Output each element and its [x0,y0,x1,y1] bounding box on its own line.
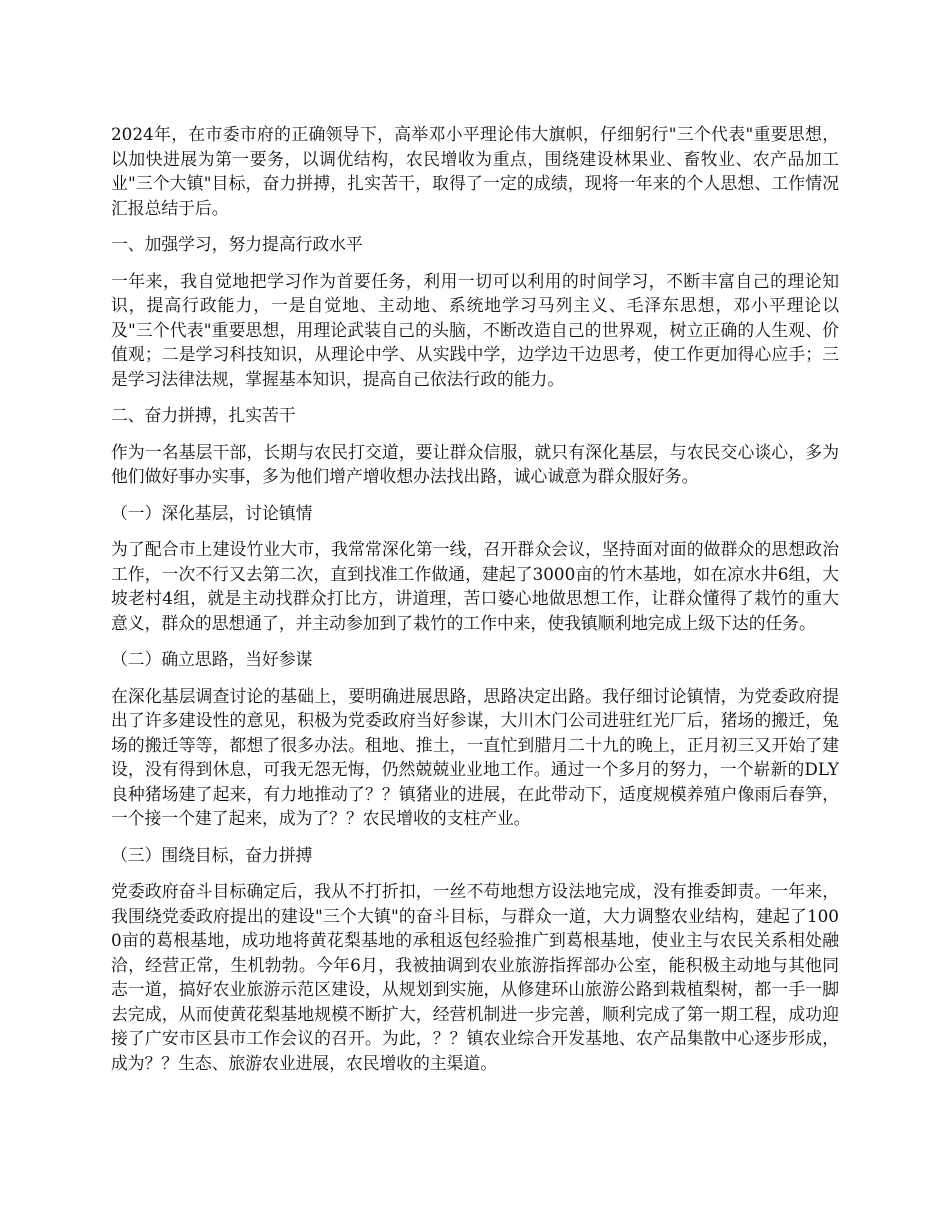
effort-paragraph: 作为一名基层干部，长期与农民打交道，要让群众信服，就只有深化基层，与农民交心谈心，多为他们做好事办实事，多为他们增产增收想办法找出路，诚心诚意为群众服好务。 [111,441,839,486]
document-page [111,122,839,1087]
intro-paragraph: 2024年，在市委市府的正确领导下，高举邓小平理论伟大旗帜，仔细躬行"三个代表"重要思想，以加快进展为第一要务，以调优结构，农民增收为重点，围绕建设林果业、畜牧业、农产品加工业"三个大镇"目标，奋力拼搏，扎实苦干，取得了一定的成绩，现将一年来的个人思想、工作情况汇报总结于后。 [111,124,839,218]
goals-paragraph: 党委政府奋斗目标确定后，我从不打折扣，一丝不苟地想方设法地完成，没有推委卸责。一年来，我围绕党委政府提出的建设"三个大镇"的奋斗目标，与群众一道，大力调整农业结构，建起了1000亩的葛根基地，成功地将黄花梨基地的承租返包经验推广到葛根基地，使业主与农民关系相处融洽，经营正常，生机勃勃。今年6月，我被抽调到农业旅游指挥部办公室，能积极主动地与其他同志一道，搞好农业旅游示范区建设，从规划到实施，从修建环山旅游公路到栽植梨树，都一手一脚去完成，从而使黄花梨基地规模不断扩大，经营机制进一步完善，顺利完成了第一期工程，成功迎接了广安市区县市工作会议的召开。为此，？？镇农业综合开发基地、农产品集散中心逐步形成，成为？？生态、旅游农业进展，农民增收的主渠道。 [111,881,839,1073]
section-heading-effort: 二、奋力拼搏，扎实苦干 [111,405,296,425]
grassroots-paragraph: 为了配合市上建设竹业大市，我常常深化第一线，召开群众会议，坚持面对面的做群众的思想政治工作，一次不行又去第二次，直到找准工作做通，建起了3000亩的竹木基地，如在凉水井6组，大坡老村4组，就是主动找群众打比方，讲道理，苦口婆心地做思想工作，让群众懂得了栽竹的重大意义，群众的思想通了，并主动参加到了栽竹的工作中来，使我镇顺利地完成上级下达的任务。 [111,539,839,633]
subsection-heading-grassroots: （一）深化基层，讨论镇情 [111,502,313,523]
subsection-heading-goals: （三）围绕目标，奋力拼搏 [111,844,313,865]
subsection-heading-ideas: （二）确立思路，当好参谋 [111,649,313,669]
section-heading-study: 一、加强学习，努力提高行政水平 [111,234,363,254]
ideas-paragraph: 在深化基层调查讨论的基础上，要明确进展思路，思路决定出路。我仔细讨论镇情，为党委政府提出了许多建设性的意见，积极为党委政府当好参谋，大川木门公司进驻红光厂后，猪场的搬迁，兔场的搬迁等等，都想了很多办法。租地、推土，一直忙到腊月二十九的晚上，正月初三又开始了建设，没有得到休息，可我无怨无悔，仍然兢兢业业地工作。通过一个多月的努力，一个崭新的DLY良种猪场建了起来，有力地推动了？？镇猪业的进展，在此带动下，适度规模养殖户像雨后春笋，一个接一个建了起来，成为了？？农民增收的支柱产业。 [111,685,839,828]
study-paragraph: 一年来，我自觉地把学习作为首要任务，利用一切可以利用的时间学习，不断丰富自己的理论知识，提高行政能力，一是自觉地、主动地、系统地学习马列主义、毛泽东思想，邓小平理论以及"三个代表"重要思想，用理论武装自己的头脑，不断改造自己的世界观，树立正确的人生观、价值观；二是学习科技知识，从理论中学、从实践中学，边学边干边思考，使工作更加得心应手；三是学习法律法规，掌握基本知识，提高自己依法行政的能力。 [111,270,839,389]
